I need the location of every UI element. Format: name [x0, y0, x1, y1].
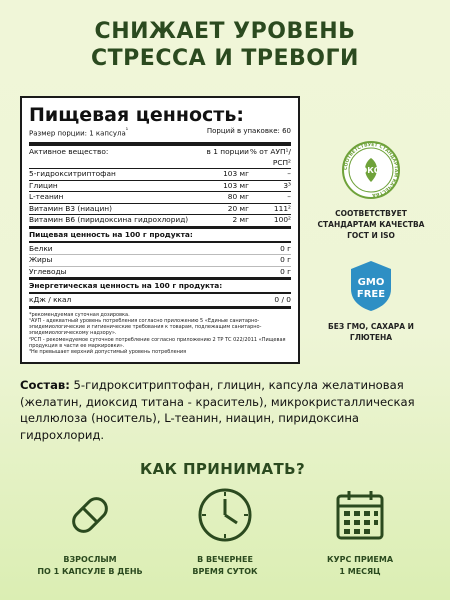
- table-row: [29, 244, 291, 256]
- row-value: 0 г: [280, 266, 291, 276]
- row-amount: 80 мг: [227, 192, 249, 202]
- footnote: ¹АУП - адекватный уровень потребления согласно приложению 5 «Единые санитарно-эпидемиологические и гигиенические требования к товарам, подлежащим санитарно-эпидемиологическому надзору».: [29, 318, 262, 337]
- row-pct: –: [287, 192, 291, 202]
- row-value: 0 / 0: [274, 295, 291, 305]
- badge-caption: БЕЗ ГМО, САХАРА И ГЛЮТЕНА: [328, 322, 414, 342]
- col-header-substance: Активное вещество:: [29, 147, 109, 157]
- nutrition-panel: [20, 96, 300, 364]
- col-header-amount: в 1 порции: [206, 147, 249, 157]
- badges-column: [306, 140, 436, 343]
- eco-seal-text: ЭКО: [361, 166, 381, 175]
- row-name: Витамин B3 (ниацин): [29, 203, 112, 213]
- howto-line2: 1 МЕСЯЦ: [339, 567, 381, 576]
- col-header-pct: % от АУП¹/РСП²: [249, 147, 291, 167]
- row-value: 0 г: [280, 255, 291, 265]
- hero-title-line2: СТРЕССА И ТРЕВОГИ: [91, 46, 359, 71]
- row-name: L-теанин: [29, 192, 64, 202]
- howto-item: [300, 486, 420, 578]
- serving-line: [29, 126, 291, 141]
- row-pct: 100²: [273, 215, 291, 225]
- row-amount: 103 мг: [223, 180, 249, 190]
- howto-item: [30, 486, 150, 578]
- composition-label: Состав:: [20, 378, 70, 392]
- serving-mark: ¹: [125, 128, 129, 134]
- footnote: ²РСП - рекомендуемое суточное потребление согласно приложению 2 ТР ТС 022/2011 «Пищевая продукция в части ее маркировки».: [29, 336, 286, 349]
- row-amount: 2 мг: [232, 215, 249, 225]
- gmo-text: GMO: [357, 277, 385, 288]
- free-text: FREE: [356, 289, 386, 300]
- row-name: Витамин B6 (пиридоксина гидрохлорид): [29, 215, 189, 225]
- row-name: Углеводы: [29, 266, 67, 276]
- serving-size: Размер порции: 1 капсула: [29, 129, 126, 138]
- composition-text: 5-гидрокситриптофан, глицин, капсула желатиновая (желатин, диоксид титана - краситель), микрокристаллическая целлюлоза (носитель), L-теанин, ниацин, пиридоксина гидрохлорид.: [20, 378, 415, 442]
- table-row: [29, 267, 291, 281]
- table-row: [29, 215, 291, 229]
- hero-title: [0, 18, 450, 72]
- table-row: [29, 169, 291, 181]
- table-row: [29, 204, 291, 216]
- eco-seal-icon: [306, 140, 436, 204]
- per100-title: Пищевая ценность на 100 г продукта:: [29, 229, 193, 239]
- row-pct: 111²: [273, 203, 291, 213]
- howto-line1: В ВЕЧЕРНЕЕ: [197, 555, 253, 564]
- footnote: *рекомендуемая суточная дозировка.: [29, 311, 130, 318]
- footnotes: [29, 312, 291, 355]
- row-name: кДж / ккал: [29, 295, 72, 305]
- badge-caption: СООТВЕТСТВУЕТ СТАНДАРТАМ КАЧЕСТВА ГОСТ И ISO: [317, 209, 425, 240]
- row-amount: 103 мг: [223, 169, 249, 179]
- table-row: [29, 255, 291, 267]
- howto-item: [165, 486, 285, 578]
- howto-line2: ВРЕМЯ СУТОК: [192, 567, 258, 576]
- table-row: [29, 181, 291, 193]
- energy-title: Энергетическая ценность на 100 г продукта:: [29, 281, 223, 291]
- eco-seal-ring-text: СООТВЕТСТВУЕТ СТАНДАРТАМ КАЧЕСТВА: [343, 142, 399, 198]
- clock-icon: [165, 486, 285, 548]
- table-header: [29, 147, 291, 169]
- servings-per-pack: Порций в упаковке: 60: [206, 127, 291, 135]
- table-row: [29, 192, 291, 204]
- howto-line1: КУРС ПРИЕМА: [326, 555, 394, 564]
- howto-line2: ПО 1 КАПСУЛЕ В ДЕНЬ: [37, 567, 143, 576]
- thick-divider: [29, 241, 291, 243]
- nutrition-title: Пищевая ценность:: [29, 104, 244, 126]
- table-row: [29, 295, 291, 309]
- hero-title-line1: СНИЖАЕТ УРОВЕНЬ: [94, 19, 356, 44]
- calendar-icon: [300, 486, 420, 548]
- row-name: Жиры: [29, 255, 53, 265]
- row-name: 5-гидрокситриптофан: [29, 169, 116, 179]
- composition: [20, 377, 432, 443]
- thick-divider: [29, 142, 291, 146]
- row-pct: –: [287, 169, 291, 179]
- footnote: ³Не превышает верхний допустимый уровень потребления: [29, 349, 187, 356]
- row-name: Глицин: [29, 180, 58, 190]
- row-value: 0 г: [280, 243, 291, 253]
- howto-line1: ВЗРОСЛЫМ: [63, 555, 117, 564]
- howto-title: КАК ПРИНИМАТЬ?: [140, 460, 306, 478]
- row-pct: 3³: [283, 180, 291, 190]
- row-name: Белки: [29, 243, 53, 253]
- thick-divider: [29, 292, 291, 294]
- row-amount: 20 мг: [227, 203, 249, 213]
- gmo-free-icon: [306, 259, 436, 317]
- capsule-icon: [30, 486, 150, 548]
